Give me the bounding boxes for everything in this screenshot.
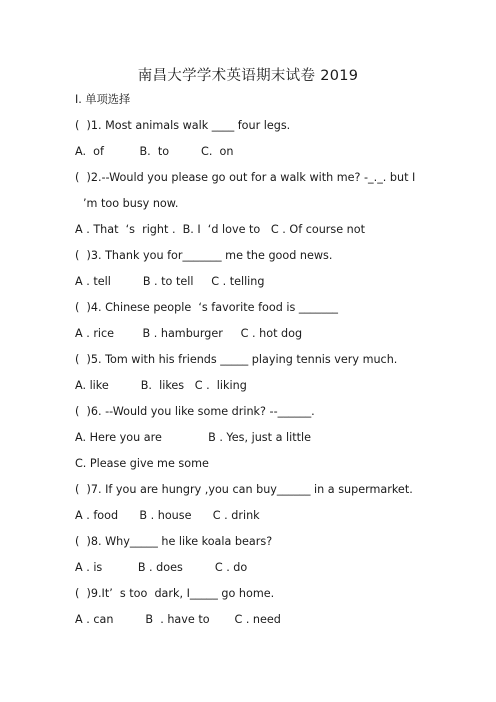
- question-7: ( )7. If you are hungry ,you can buy______ in a supermarket.: [75, 483, 413, 496]
- question-4-options: A . rice B . hamburger C . hot dog: [75, 327, 303, 340]
- page-title: 南昌大学学术英语期末试卷 2019: [137, 68, 359, 84]
- question-8: ( )8. Why_____ he like koala bears?: [75, 535, 273, 548]
- question-6-options: A. Here you are B . Yes, just a little: [75, 431, 311, 444]
- question-6: ( )6. --Would you like some drink? --______.: [75, 405, 315, 418]
- question-7-options: A . food B . house C . drink: [75, 509, 260, 522]
- question-1: ( )1. Most animals walk ____ four legs.: [75, 119, 291, 132]
- question-2-continued: ’m too busy now.: [83, 197, 179, 210]
- question-3: ( )3. Thank you for_______ me the good news.: [75, 249, 333, 262]
- question-1-options: A. of B. to C. on: [75, 145, 234, 158]
- question-3-options: A . tell B . to tell C . telling: [75, 275, 265, 288]
- question-2: ( )2.--Would you please go out for a walk with me? -_._. but I: [75, 171, 416, 184]
- question-6-option-c: C. Please give me some: [75, 457, 209, 470]
- question-9-options: A . can B . have to C . need: [75, 613, 281, 626]
- question-5: ( )5. Tom with his friends _____ playing tennis very much.: [75, 353, 398, 366]
- section-heading: I. 单项选择: [75, 93, 131, 106]
- question-4: ( )4. Chinese people ‘s favorite food is _______: [75, 301, 339, 314]
- question-2-options: A . That ‘s right . B. I ‘d love to C . Of course not: [75, 223, 365, 236]
- question-9: ( )9.It’ s too dark, I_____ go home.: [75, 587, 275, 600]
- question-5-options: A. like B. likes C . liking: [75, 379, 247, 392]
- question-8-options: A . is B . does C . do: [75, 561, 248, 574]
